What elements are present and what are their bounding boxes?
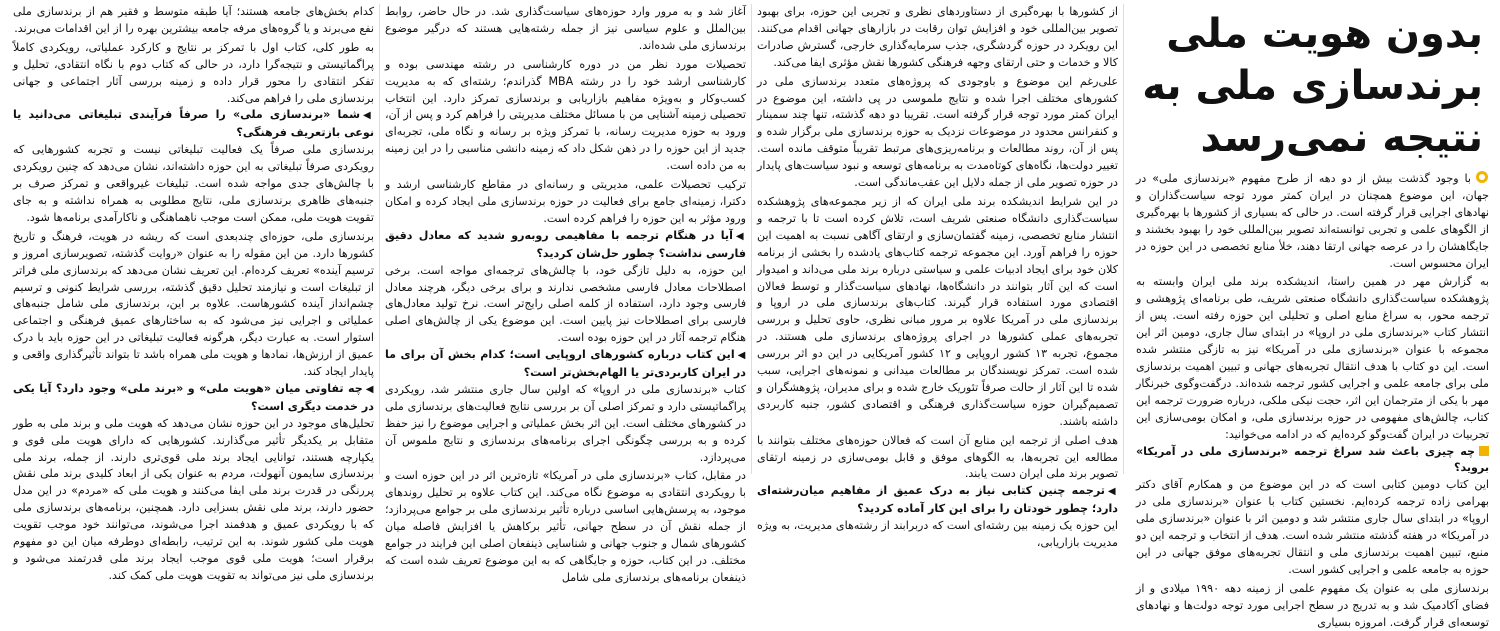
question-text: ترجمه چنین کتابی نیاز به درک عمیق از مفاهیم میان‌رشته‌ای دارد؛ چطور خودتان را برای این کار آماده کردید؟: [757, 484, 1118, 516]
paragraph: تحلیل‌های موجود در این حوزه نشان می‌دهد که هویت ملی و برند ملی به طور متقابل بر یکدیگر تأثیر می‌گذارند. کشورهایی که دارای هویت ملی قوی و یکپارچه هستند، توانایی ایجاد برند ملی قوی‌تری دارند. از جمله، برند ملی برندسازی سایمون آنهولت، مردم به عنوان یکی از ابعاد کلیدی برند ملی نقش پررنگی در قدرت برند ملی ایفا می‌کنند و هویت ملی که «مردم» در این مدل حضور دارند، برند ملی نقش بسزایی دارد. همچنین، برنامه‌های برندسازی ملی که با رویکردی عمیق و هدفمند اجرا می‌شوند، می‌توانند خود موجب تقویت هویت ملی کشور شوند. به این ترتیب، رابطه‌ای دوطرفه میان این دو مفهوم برقرار است؛ هویت ملی قوی موجب ایجاد برند ملی قدرتمند می‌شود و برندسازی ملی نیز می‌تواند به تقویت هویت ملی کمک کند.: [13, 416, 374, 582]
headline-line-1: بدون هویت ملی: [1166, 11, 1483, 57]
paragraph: برندسازی ملی به عنوان یک مفهوم علمی از زمینه دهه ۱۹۹۰ میلادی و از فضای آکادمیک شد و به تدریج در سطح اجرایی مورد توجه دولت‌ها و نهادهای توسعه‌ای قرار گرفت. امروزه بسیاری: [1136, 581, 1489, 629]
triangle-bullet-icon: ◀: [737, 350, 746, 362]
triangle-bullet-icon: ◀: [365, 383, 374, 395]
paragraph: در این شرایط اندیشکده برند ملی ایران که از زیر مجموعه‌های پژوهشکده سیاست‌گذاری دانشگاه صنعتی شریف است، تلاش کرده است تا با ترجمه و انتشار منابع تخصصی، زمینه گفتمان‌سازی و ارتقای آگاهی نسبت به اهمیت این حوزه را فراهم آورد. این مجموعه ترجمه کتاب‌های یادشده را بخشی از برنامه کلان خود برای ایجاد ادبیات علمی و سیاستی درباره برند ملی می‌داند و امیدوار است که این آثار بتوانند در دانشگاه‌ها، نهادهای سیاست‌گذار و توسط فعالان اقتصادی مورد استفاده قرار گیرند. کتاب‌های برندسازی ملی در اروپا و برندسازی ملی در آمریکا علاوه بر مرور مبانی نظری، حاوی تحلیل و بررسی تجربه‌های عملی کشورها در اجرای پروژه‌های برندسازی ملی هستند. در مجموع، تجربه ۱۳ کشور اروپایی و ۱۲ کشور آمریکایی در این دو اثر بررسی شده است. تمرکز نویسندگان بر مطالعات میدانی و نمونه‌های اجرایی، سبب شده تا این آثار از حالت صرفاً تئوریک خارج شده و برای مدیران، پژوهشگران و تصمیم‌گیران حوزه سیاست‌گذاری فرهنگی و اقتصادی کشور، جنبه کاربردی داشته باشند.: [757, 194, 1119, 428]
question-text: شما «برندسازی ملی» را صرفاً فرآیندی تبلیغاتی می‌دانید یا نوعی بازتعریف فرهنگی؟: [13, 108, 374, 140]
question-text: آیا در هنگام ترجمه با مفاهیمی روبه‌رو شدید که معادل دقیق فارسی نداشت؟ چطور حل‌شان کردید؟: [385, 228, 746, 260]
question-text: چه چیزی باعث شد سراغ ترجمه «برندسازی ملی در آمریکا» بروید؟: [1136, 444, 1489, 475]
triangle-bullet-icon: ◀: [363, 110, 374, 122]
paragraph: به طور کلی، کتاب اول با تمرکز بر نتایج و کارکرد عملیاتی، رویکردی کاملاً پراگماتیستی و نتیجه‌گرا دارد، در حالی که کتاب دوم با نگاه انتقادی، تحلیل و تفکر انتقادی را محور قرار داده و زمینه بررسی آثار اجتماعی و جهانی برندسازی ملی را فراهم می‌کند.: [13, 40, 374, 105]
question-bullet-icon: [1479, 446, 1489, 456]
article-column-1: [1124, 4, 1494, 629]
paragraph: این حوزه، به دلیل تازگی خود، با چالش‌های ترجمه‌ای مواجه است. برخی اصطلاحات معادل فارسی مشخصی ندارند و برای برخی دیگر، هرچند معادل فارسی وجود دارد، استفاده از کلمه اصلی رایج‌تر است. نرخ تولید معادل‌های فارسی برای اصطلاحات نیز پایین است. این موضوع یکی از چالش‌های اصلی هنگام ترجمه آثار در این حوزه بوده است.: [385, 263, 746, 345]
paragraph-text: با وجود گذشت بیش از دو دهه از طرح مفهوم «برندسازی ملی» در جهان، این موضوع همچنان در ایران کمتر مورد توجه سیاست‌گذاران و نهادهای اجرایی قرار گرفته است. در حالی که بسیاری از کشورها با بهره‌گیری از الگوهای علمی و تجربی توانسته‌اند تصویر بین‌المللی خود را بهبود بخشند و جایگاهشان را در عرصه جهانی ارتقا دهند، خلأ منابع تخصصی در این حوزه در ایران محسوس است.: [1135, 172, 1489, 270]
question-text: چه تفاوتی میان «هویت ملی» و «برند ملی» وجود دارد؟ آیا یکی در خدمت دیگری است؟: [13, 381, 374, 413]
paragraph: کتاب «برندسازی ملی در اروپا» که اولین سال جاری منتشر شد، رویکردی پراگماتیستی دارد و تمرکز اصلی آن بر بررسی نتایج فعالیت‌های برندسازی ملی در کشورهای مختلف است. این اثر بخش عملیاتی و اجرایی موضوع را نیز حفظ کرده و به بررسی چگونگی اجرای برنامه‌های برندسازی و نتایج ملموس آن می‌پردازد.: [385, 382, 746, 464]
article-column-4: [8, 4, 380, 582]
headline: [1136, 8, 1483, 164]
article-column-2: [752, 4, 1124, 550]
article-column-3: [380, 4, 752, 584]
paragraph: کدام بخش‌های جامعه هستند؛ آیا طبقه متوسط و فقیر هم از برندسازی ملی نفع می‌برند و یا گروه‌های مرفه جامعه بیشترین بهره را از این اقدامات می‌برند.: [13, 5, 374, 35]
paragraph: علی‌رغم این موضوع و باوجودی که پروژه‌های متعدد برندسازی ملی در کشورهای مختلف اجرا شده و نتایج ملموسی در پی داشته، این موضوع در ایران کمتر مورد توجه قرار گرفته است. تقریبا دو دهه گذشته، تنها چند سمینار و کنفرانس محدود در موضوعات نزدیک به حوزه برندسازی ملی برگزار شده و پس از آن، روند مطالعات و برنامه‌ریزی‌های مرتبط تقریباً متوقف مانده است. تغییر دولت‌ها، نگاه‌های کوتاه‌مدت به برنامه‌های توسعه و نبود سیاست‌های پایدار در حوزه تصویر ملی از جمله دلایل این عقب‌ماندگی است.: [757, 74, 1118, 190]
paragraph: برندسازی ملی، حوزه‌ای چندبعدی است که ریشه در هویت، فرهنگ و تاریخ کشورها دارد. من این مقوله را به عنوان «روایت گذشته، تصویرسازی امروز و ترسیم آینده» تعریف کرده‌ام. این تعریف نشان می‌دهد که برندسازی ملی فراتر از تبلیغات است و نیازمند تحلیل دقیق گذشته، بررسی شرایط کنونی و ترسیم چشم‌انداز آینده کشورهاست. علاوه بر این، برندسازی ملی شامل جنبه‌های عملیاتی و اجرایی نیز می‌شود که به ساختارهای عمیق فرهنگی و اجتماعی استوار است. به عبارت دیگر، هرگونه فعالیت تبلیغاتی در این حوزه باید با درک عمیق از ارزش‌ها، نمادها و هویت ملی همراه باشد تا بتواند تأثیرگذاری واقعی و پایدار ایجاد کند.: [13, 229, 374, 379]
question-text: این کتاب درباره کشورهای اروپایی است؛ کدام بخش آن برای ما در ایران کاربردی‌تر یا الهام‌بخش‌تر است؟: [385, 348, 746, 380]
paragraph: آغاز شد و به مرور وارد حوزه‌های سیاست‌گذاری شد. در حال حاضر، روابط بین‌الملل و علوم سیاسی نیز از جمله رشته‌هایی هستند که درگیر موضوع برندسازی ملی شده‌اند.: [385, 5, 746, 52]
paragraph: در مقابل، کتاب «برندسازی ملی در آمریکا» تا‌زه‌ترین اثر در این حوزه است و با رویکردی انتقادی به موضوع نگاه می‌کند. این کتاب علاوه بر تحلیل روندهای موجود، به پرسش‌هایی اساسی درباره تأثیر برندسازی ملی بر جوامع می‌پردازد؛ از جمله نقش آن در سطح جهانی، تأثیر برکاهش یا افزایش فاصله میان کشورهای شمال و جنوب جهانی و شناسایی ذینفعان اصلی این فرایند در جوامع مختلف. در این کتاب، حوزه و جایگاهی که به این موضوع تعریف شده است که ذینفعان برنامه‌های برندسازی ملی شامل: [385, 469, 746, 584]
triangle-bullet-icon: ◀: [1107, 486, 1118, 498]
question-heading: [385, 347, 746, 382]
question-heading: [757, 483, 1118, 518]
question-heading: [13, 107, 374, 142]
paragraph: برندسازی ملی صرفاً یک فعالیت تبلیغاتی نیست و تجربه کشورهایی که رویکردی صرفاً تبلیغاتی به این حوزه داشته‌اند، نشان می‌دهد که چنین رویکردی با چالش‌های جدی مواجه شده است. تبلیغات غیرواقعی و تمرکز صرف بر جنبه‌های ظاهری برندسازی ملی، نتایج مطلوبی به همراه نداشته و به جای تقویت هویت ملی، ممکن است موجب ناهماهنگی و ناکارآمدی برنامه‌ها شود.: [13, 143, 374, 224]
paragraph: این حوزه یک زمینه بین رشته‌ای است که دربرابند از رشته‌های مدیریت، به ویژه مدیریت بازاریابی،: [757, 519, 1118, 550]
question-heading: [385, 228, 746, 263]
paragraph: از کشورها با بهره‌گیری از دستاوردهای نظری و تجربی این حوزه، برای بهبود تصویر بین‌المللی خود و افزایش توان رقابت در بازارهای جهانی اقدام می‌کنند. این رویکرد در حوزه گردشگری، جذب سرمایه‌گذاری خارجی، گسترش صادرات کالا و خدمات و حتی ارتقای وجهه فرهنگی کشورها نقش مؤثری ایفا می‌کند.: [757, 5, 1118, 69]
paragraph: هدف اصلی از ترجمه این منابع آن است که فعالان حوزه‌های مختلف بتوانند با مطالعه این تجربه‌ها، به الگوهای موفق و قابل بومی‌سازی در زمینه ارتقای تصویر برند ملی ایران دست یابند.: [757, 433, 1118, 481]
paragraph: ترکیب تحصیلات علمی، مدیریتی و رسانه‌ای در مقاطع کارشناسی ارشد و دکترا، زمینه‌ای جامع برای فعالیت در حوزه برندسازی ملی ایجاد کرده و امکان ورود مؤثر به این حوزه را فراهم کرده است.: [385, 178, 746, 225]
question-heading: [13, 381, 374, 416]
lead-paragraph: [1136, 170, 1489, 272]
paragraph: به گزارش مهر در همین راستا، اندیشکده برند ملی ایران وابسته به پژوهشکده سیاست‌گذاری دانشگاه صنعتی شریف، طی برنامه‌ای پژوهشی و ترجمه محور، به سراغ منابع اصلی و تحلیلی این حوزه رفته است. پس از انتشار کتاب «برندسازی ملی در اروپا» در ابتدای سال جاری، دومین اثر این مجموعه با عنوان «برندسازی ملی در آمریکا» نیز به تازگی منتشر شده است. این دو کتاب با هدف انتقال تجربه‌های جهانی و تبیین اهمیت برندسازی ملی برای جامعه علمی و اجرایی کشور ترجمه شده‌اند. درگفت‌وگوی خبرنگار مهر با یکی از مترجمان این اثر، حجت نیکی ملکی، درباره ضرورت ترجمه این کتاب، چالش‌های مفهومی در حوزه برندسازی ملی، و امکان بومی‌سازی این تجربیات در ایران گفت‌وگو کرده‌ایم که در ادامه می‌خوانید:: [1136, 275, 1489, 441]
triangle-bullet-icon: ◀: [735, 230, 746, 242]
question-heading: [1136, 444, 1489, 478]
headline-line-2: برندسازی ملی به نتیجه نمی‌رسد: [1142, 63, 1483, 161]
paragraph: این کتاب دومین کتابی است که در این موضوع من و همکارم آقای دکتر بهرامی زاده ترجمه کرده‌ایم. نخستین کتاب با عنوان «برندسازی ملی در اروپا» در ابتدای سال جاری منتشر شد و دومین اثر با عنوان «برندسازی ملی در آمریکا» در هفته گذشته منتشر شده است. هدف از انتخاب و ترجمه این دو منبع، تبیین اهمیت برندسازی ملی و انتقال تجربه‌های موفق جهانی در این حوزه به جامعه علمی و اجرایی کشور است.: [1136, 478, 1489, 576]
mehr-logo-icon: [1475, 170, 1489, 184]
paragraph: تحصیلات مورد نظر من در دوره کارشناسی در رشته مهندسی بوده و کارشناسی ارشد خود را در رشته MBA گذراندم؛ رشته‌ای که به مدیریت کسب‌وکار و به‌ویژه مفاهیم بازاریابی و برندسازی تمرکز دارد. این انتخاب تحصیلی زمینه آشنایی من با مسائل مختلف مدیریتی را فراهم کرد و پس از آن، ورود به حوزه مدیریت رسانه، با تمرکز ویژه بر رسانه و نگاه ملی، تجربه‌ای جدید از این حوزه را در ذهن شکل داد که زمینه دانشی مناسبی را در این زمینه به من داده است.: [385, 57, 746, 173]
